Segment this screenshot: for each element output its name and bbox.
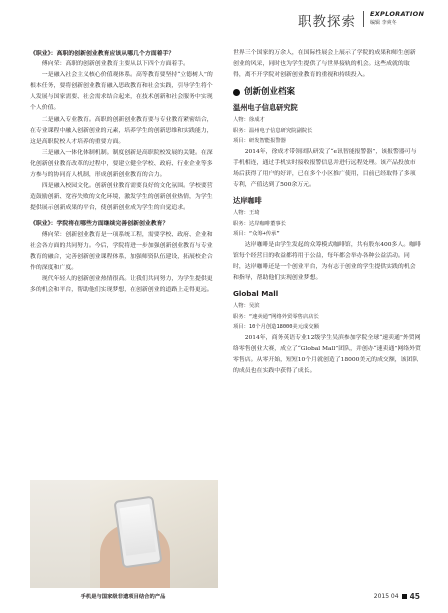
right-column: [233, 48, 421, 377]
case-text: 2014年，徐成才带领团队研发了“e讯智能报警器”，该报警器可与手机相连，通过手机实时接收报警信息并进行远程处理。该产品投放市场后获得了用户的好评，已在多个小区推广使用，目前已经取得了多项专利，产值达到了500余万元。: [233, 148, 417, 189]
paragraph: 傅向荣：高职的创新创业教育主要从以下四个方面着手。: [41, 61, 190, 68]
editor-credit: 编辑 李爽冬: [370, 20, 397, 26]
case-text: 2014年，商务英语专业12级学生吴滨参加学院全球“速卖通”外贸网络零售创业大赛，成立了“Global Mall”团队，并创办“速卖通”网络外贸零售店。从零开始，短短10个月就创造了18000美元的成交额，该团队的成员也在实践中获得了成长。: [233, 334, 421, 375]
page-number: 45: [409, 592, 420, 601]
case-meta: 职务：达岸咖啡董事长: [233, 220, 286, 227]
case-meta: 人物：徐成才: [233, 117, 265, 124]
section-heading: [233, 87, 421, 98]
case-meta: 人物：吴滨: [233, 303, 260, 310]
case-meta: 项目：研发智能报警器: [233, 138, 286, 145]
case-title: 温州电子信息研究院: [233, 103, 298, 113]
case-text: 达岸咖啡是由学生发起的众筹模式咖啡馆，共有股东400多人。咖啡馆每个经营日的收益都将用于公益，每年都会举办各种公益活动。同时，达岸咖啡还是一个创业平台，为有志于创业的学生提供实践的机会和指导，帮助他们实现创业梦想。: [233, 241, 421, 282]
page-header: [0, 0, 448, 40]
footer-square-icon: [402, 594, 407, 599]
case-1: [233, 102, 421, 191]
bullet-dot-icon: [233, 89, 240, 96]
section-heading-text: 创新创业档案: [244, 87, 296, 98]
case-meta: 项目：“众筹+传承”: [233, 231, 280, 238]
page-footer: [374, 592, 420, 601]
paragraph: 傅向荣：创新创业教育是一项系统工程，需要学校、政府、企业和社会各方面的共同努力。今后，学院将进一步加强创新创业教育与专业教育的融合，完善创新创业课程体系，加强师资队伍建设，拓展校企合作的深度和广度。: [30, 231, 213, 271]
case-meta: 项目：10个月创造18000美元成交额: [233, 324, 319, 331]
section-english-title: EXPLORATION: [370, 10, 425, 18]
photo-background: [30, 480, 90, 588]
paragraph: 四是融入校园文化。创新创业教育需要良好的文化氛围。学校要营造鼓励创新、宽容失败的文化环境，激发学生的创新创业热情，为学生提供展示创新成果的平台，使创新创业成为学生的自觉追求。: [30, 183, 213, 212]
header-divider: [363, 11, 364, 27]
issue-number: 2015 04: [373, 593, 399, 600]
paragraph: 二是融入专业教育。高职的创新创业教育要与专业教育紧密结合，在专业课程中融入创新创业的元素，培养学生的创新思维和实践能力，这是高职院校人才培养的重要方面。: [30, 116, 213, 145]
case-title: 达岸咖啡: [233, 196, 262, 206]
interview-question-2: 《职业》：学院将在哪些方面继续完善创新创业教育？: [30, 220, 169, 228]
left-column: [30, 48, 218, 296]
photo-phone: [113, 496, 162, 569]
interview-question-1: 《职业》：高职的创新创业教育应该从哪几个方面着手？: [30, 50, 175, 57]
case-3: [233, 288, 421, 377]
paragraph: 现代年轻人的创新创业热情很高。让我们共同努力，为学生提供更多的机会和平台，帮助他们实现梦想，在创新创业的道路上走得更远。: [30, 275, 213, 293]
article-photo: [30, 480, 218, 588]
case-meta: 职务：“速卖通”网络外贸零售店店长: [233, 313, 319, 320]
paragraph: 三是融入一体化体制机制。制度创新是高职院校发展的关键。在深化创新创业教育改革的过程中，要建立健全学校、政府、行业企业等多方参与的协同育人机制，形成创新创业教育的合力。: [30, 149, 213, 179]
case-meta: 人物：王琦: [233, 210, 260, 217]
paragraph: 世界三个国家的万余人，在国际性展会上展示了学院的成果和师生创新创业的风采，同时也为学生提供了与世界接轨的机会。这些成就的取得，离不开学院对创新创业教育的重视和持续投入。: [233, 50, 416, 79]
photo-caption: 手机是与国家级非遗项目结合的产品: [80, 594, 166, 600]
case-meta: 职务：温州电子信息研究院副院长: [233, 127, 313, 134]
case-title: Global Mall: [233, 289, 279, 299]
section-title: 职教探索: [298, 14, 356, 30]
paragraph: 一是融入社会主义核心价值观体系。高等教育要坚持“立德树人”的根本任务，要将创新创业教育融入思政教育和社会实践，引导学生将个人发展与国家需要、社会需求结合起来，在技术创新和社会服务中实现个人价值。: [30, 72, 213, 112]
case-2: [233, 195, 421, 284]
